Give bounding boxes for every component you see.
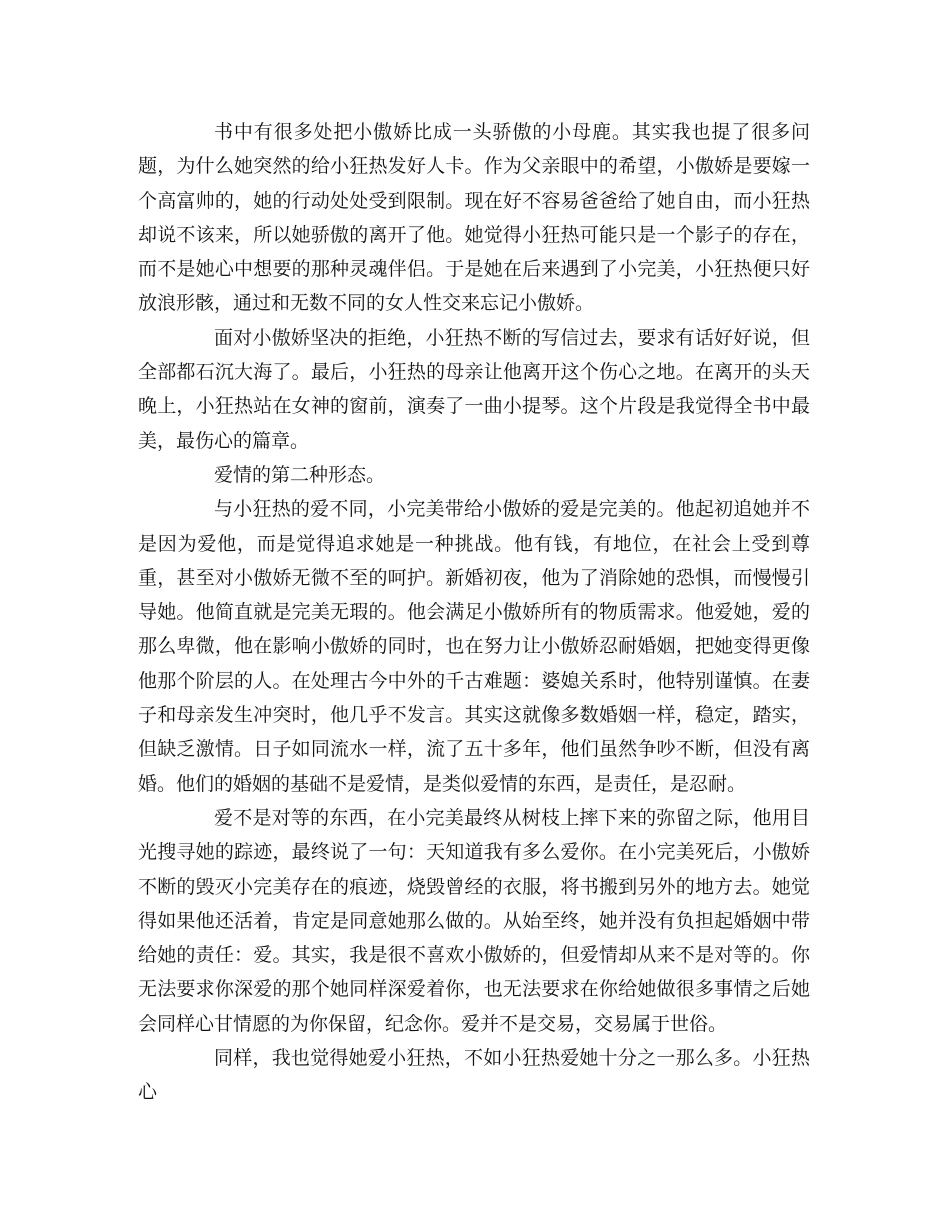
paragraph-2: 面对小傲娇坚决的拒绝，小狂热不断的写信过去，要求有话好好说，但全部都石沉大海了。最后，小狂热的母亲让他离开这个伤心之地。在离开的头天晚上，小狂热站在女神的窗前，演奏了一曲小提琴。这个片段是我觉得全书中最美，最伤心的篇章。 — [138, 326, 810, 452]
paragraph-3-heading: 爱情的第二种形态。 — [214, 463, 386, 486]
paragraph-4: 与小狂热的爱不同，小完美带给小傲娇的爱是完美的。他起初追她并不是因为爱他，而是觉得追求她是一种挑战。他有钱，有地位，在社会上受到尊重，甚至对小傲娇无微不至的呵护。新婚初夜，他为了消除她的恐惧，而慢慢引导她。他简直就是完美无瑕的。他会满足小傲娇所有的物质需求。他爱她，爱的那么卑微，他在影响小傲娇的同时，也在努力让小傲娇忍耐婚姻，把她变得更像他那个阶层的人。在处理古今中外的千古难题：婆媳关系时，他特别谨慎。在妻子和母亲发生冲突时，他几乎不发言。其实这就像多数婚姻一样，稳定，踏实，但缺乏激情。日子如同流水一样，流了五十多年，他们虽然争吵不断，但没有离婚。他们的婚姻的基础不是爱情，是类似爱情的东西，是责任，是忍耐。 — [138, 498, 810, 795]
document-body — [138, 115, 810, 1110]
paragraph-1: 书中有很多处把小傲娇比成一头骄傲的小母鹿。其实我也提了很多问题，为什么她突然的给小狂热发好人卡。作为父亲眼中的希望，小傲娇是要嫁一个高富帅的，她的行动处处受到限制。现在好不容易爸爸给了她自由，而小狂热却说不该来，所以她骄傲的离开了他。她觉得小狂热可能只是一个影子的存在，而不是她心中想要的那种灵魂伴侣。于是她在后来遇到了小完美，小狂热便只好放浪形骸，通过和无数不同的女人性交来忘记小傲娇。 — [138, 121, 810, 315]
paragraph-5: 爱不是对等的东西，在小完美最终从树枝上摔下来的弥留之际，他用目光搜寻她的踪迹，最终说了一句：天知道我有多么爱你。在小完美死后，小傲娇不断的毁灭小完美存在的痕迹，烧毁曾经的衣服，将书搬到另外的地方去。她觉得如果他还活着，肯定是同意她那么做的。从始至终，她并没有负担起婚姻中带给她的责任：爱。其实，我是很不喜欢小傲娇的，但爱情却从来不是对等的。你无法要求你深爱的那个她同样深爱着你，也无法要求在你给她做很多事情之后她会同样心甘情愿的为你保留，纪念你。爱并不是交易，交易属于世俗。 — [138, 806, 810, 1035]
paragraph-6: 同样，我也觉得她爱小狂热，不如小狂热爱她十分之一那么多。小狂热心 — [138, 1047, 810, 1104]
